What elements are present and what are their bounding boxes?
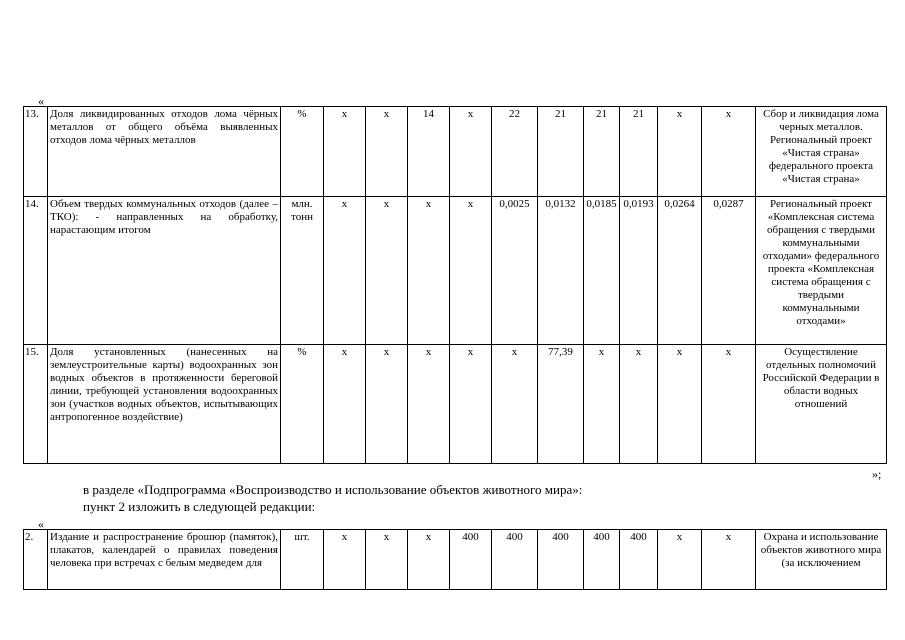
- row-number: 14.: [24, 197, 48, 345]
- value-cell: x: [324, 530, 366, 590]
- unit-cell: млн. тонн: [281, 197, 324, 345]
- value-cell: x: [366, 345, 408, 464]
- value-cell: x: [658, 530, 702, 590]
- source-cell: Осуществление отдельных полномочий Российской Федерации в области водных отношений: [756, 345, 887, 464]
- value-cell: x: [408, 345, 450, 464]
- value-cell: 0,0264: [658, 197, 702, 345]
- value-cell: 0,0132: [538, 197, 584, 345]
- value-cell: 400: [492, 530, 538, 590]
- closing-quote: »;: [872, 467, 882, 481]
- value-cell: x: [324, 107, 366, 197]
- value-cell: x: [702, 107, 756, 197]
- value-cell: x: [450, 107, 492, 197]
- table-row: [24, 530, 887, 590]
- section-instruction: в разделе «Подпрограмма «Воспроизводство и использование объектов животного мира»:: [83, 482, 583, 497]
- wildlife-table: [23, 529, 887, 590]
- opening-quote-2: «: [38, 517, 44, 531]
- value-cell: x: [366, 197, 408, 345]
- value-cell: 0,0185: [584, 197, 620, 345]
- row-number: 2.: [24, 530, 48, 590]
- value-cell: x: [658, 345, 702, 464]
- source-cell: Региональный проект «Комплексная система обращения с твердыми коммунальными отходами» федерального проекта «Комплексная система обращения с твердыми коммунальными отходами»: [756, 197, 887, 345]
- value-cell: x: [620, 345, 658, 464]
- value-cell: x: [366, 107, 408, 197]
- row-number: 13.: [24, 107, 48, 197]
- value-cell: 400: [620, 530, 658, 590]
- value-cell: x: [408, 197, 450, 345]
- value-cell: x: [324, 345, 366, 464]
- value-cell: 21: [620, 107, 658, 197]
- opening-quote-1: «: [38, 94, 44, 108]
- unit-cell: %: [281, 107, 324, 197]
- table-row: [24, 107, 887, 197]
- table-row: [24, 345, 887, 464]
- table-row: [24, 197, 887, 345]
- unit-cell: %: [281, 345, 324, 464]
- value-cell: 400: [584, 530, 620, 590]
- value-cell: 0,0193: [620, 197, 658, 345]
- value-cell: x: [324, 197, 366, 345]
- value-cell: x: [702, 530, 756, 590]
- value-cell: 14: [408, 107, 450, 197]
- value-cell: 400: [450, 530, 492, 590]
- indicator-name: Доля установленных (нанесенных на землеустроительные карты) водоохранных зон водных объектов в протяженности береговой линии, требующей установления водоохранных зон (участков водных объектов, испытывающих антропогенное воздействие): [48, 345, 281, 464]
- indicator-name: Доля ликвидированных отходов лома чёрных металлов от общего объёма выявленных отходов лома чёрных металлов: [48, 107, 281, 197]
- value-cell: 21: [584, 107, 620, 197]
- value-cell: 400: [538, 530, 584, 590]
- source-cell: Охрана и использование объектов животного мира (за исключением: [756, 530, 887, 590]
- row-number: 15.: [24, 345, 48, 464]
- value-cell: x: [702, 345, 756, 464]
- item-instruction: пункт 2 изложить в следующей редакции:: [83, 499, 316, 514]
- value-cell: x: [366, 530, 408, 590]
- value-cell: 77,39: [538, 345, 584, 464]
- value-cell: 21: [538, 107, 584, 197]
- value-cell: x: [492, 345, 538, 464]
- source-cell: Сбор и ликвидация лома черных металлов. Региональный проект «Чистая страна» федерального проекта «Чистая страна»: [756, 107, 887, 197]
- indicator-name: Объем твердых коммунальных отходов (далее – ТКО): - направленных на обработку, нарастающим итогом: [48, 197, 281, 345]
- value-cell: 0,0025: [492, 197, 538, 345]
- value-cell: x: [658, 107, 702, 197]
- indicator-name: Издание и распространение брошюр (памяток), плакатов, календарей о правилах поведения человека при встречах с белым медведем для: [48, 530, 281, 590]
- value-cell: x: [584, 345, 620, 464]
- unit-cell: шт.: [281, 530, 324, 590]
- value-cell: x: [450, 345, 492, 464]
- value-cell: x: [450, 197, 492, 345]
- value-cell: 0,0287: [702, 197, 756, 345]
- value-cell: 22: [492, 107, 538, 197]
- value-cell: x: [408, 530, 450, 590]
- indicators-table: [23, 106, 887, 464]
